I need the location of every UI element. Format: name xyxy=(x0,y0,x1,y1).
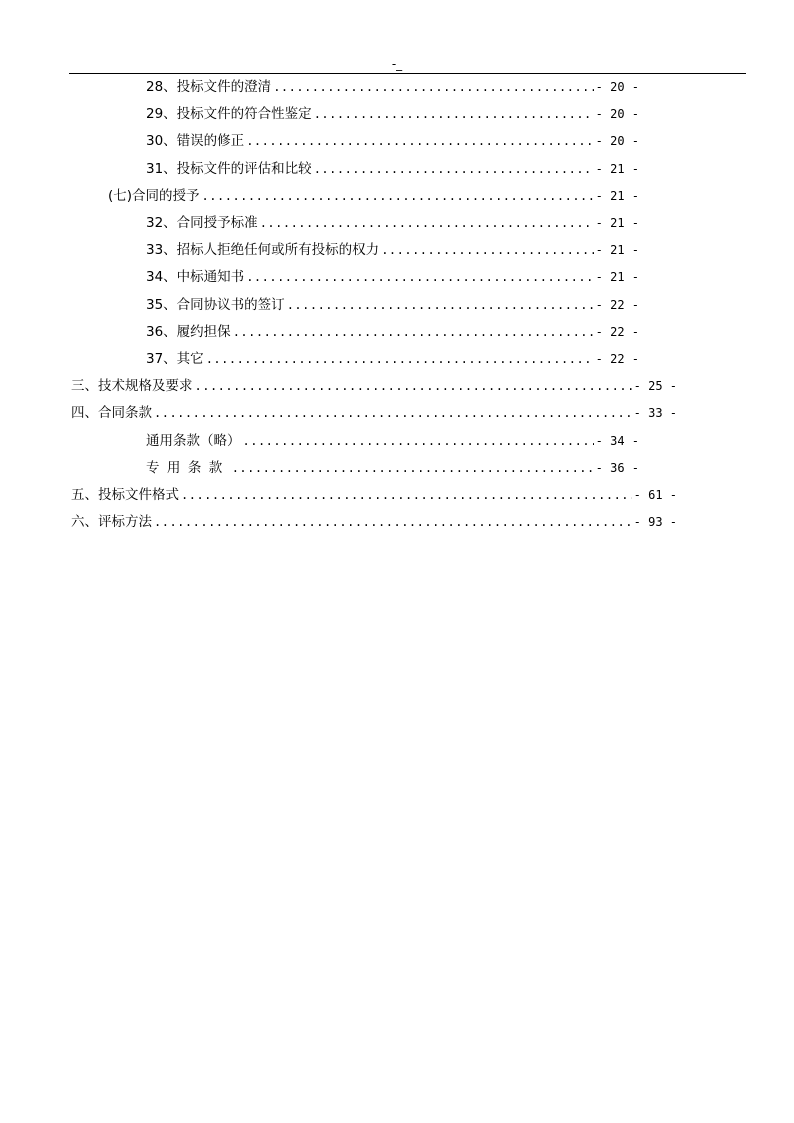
toc-entry-title: 32、合同授予标准 xyxy=(146,215,258,231)
toc-entry-title: 四、合同条款 xyxy=(71,405,152,422)
toc-entry[interactable] xyxy=(146,427,639,449)
toc-entry[interactable] xyxy=(71,372,677,394)
toc-page-number: - 21 - xyxy=(595,270,639,285)
toc-dot-leader xyxy=(287,297,594,313)
toc-entry[interactable] xyxy=(146,155,639,177)
page-header-mark: -_ xyxy=(391,57,403,71)
toc-page-number: - 34 - xyxy=(595,433,639,448)
toc-entry[interactable] xyxy=(108,182,639,204)
toc-dot-leader xyxy=(154,405,632,421)
toc-page-number: - 21 - xyxy=(595,161,639,176)
toc-dot-leader xyxy=(273,79,593,95)
toc-entry-title: 37、其它 xyxy=(146,351,204,367)
toc-entry[interactable] xyxy=(71,508,677,530)
toc-dot-leader xyxy=(314,106,594,122)
toc-page-number: - 93 - xyxy=(633,515,677,530)
toc-page-number: - 20 - xyxy=(595,80,639,94)
toc-dot-leader xyxy=(233,324,594,340)
toc-page-number: - 20 - xyxy=(595,134,639,149)
toc-entry-title: 专用条款 xyxy=(146,459,230,476)
toc-page-number: - 22 - xyxy=(595,297,639,312)
toc-dot-leader xyxy=(206,351,594,367)
toc-entry-title: 五、投标文件格式 xyxy=(71,487,179,503)
toc-entry-title: 三、技术规格及要求 xyxy=(71,378,193,395)
toc-entry[interactable] xyxy=(146,318,639,340)
toc-entry[interactable] xyxy=(146,127,639,149)
toc-entry[interactable] xyxy=(71,481,677,503)
toc-entry[interactable] xyxy=(146,291,639,313)
toc-entry[interactable] xyxy=(146,73,639,95)
toc-page-number: - 21 - xyxy=(595,243,639,258)
toc-dot-leader xyxy=(381,242,593,258)
toc-entry-title: (七)合同的授予 xyxy=(108,187,200,204)
toc-page-number: - 33 - xyxy=(633,406,677,421)
toc-dot-leader xyxy=(260,215,594,231)
toc-page-number: - 22 - xyxy=(595,352,639,366)
toc-dot-leader xyxy=(202,188,594,204)
toc-dot-leader xyxy=(246,133,593,149)
toc-page-number: - 20 - xyxy=(595,107,639,122)
toc-dot-leader xyxy=(195,378,632,394)
toc-entry[interactable] xyxy=(146,345,639,367)
toc-entry[interactable] xyxy=(146,236,639,258)
toc-dot-leader xyxy=(314,161,594,177)
toc-entry-title: 35、合同协议书的签订 xyxy=(146,296,285,313)
toc-entry[interactable] xyxy=(146,263,639,285)
toc-entry[interactable] xyxy=(146,100,639,122)
toc-entry-title: 34、中标通知书 xyxy=(146,269,245,286)
toc-entry[interactable] xyxy=(71,399,677,421)
toc-dot-leader xyxy=(243,433,594,449)
toc-page-number: - 22 - xyxy=(595,324,639,339)
toc-entry[interactable] xyxy=(146,209,639,231)
toc-entry-title: 30、错误的修正 xyxy=(146,133,245,150)
toc-entry-title: 通用条款（略） xyxy=(146,432,241,449)
toc-page-number: - 61 - xyxy=(633,488,677,502)
toc-page-number: - 25 - xyxy=(633,379,677,394)
toc-entry-title: 六、评标方法 xyxy=(71,514,152,531)
toc-page-number: - 36 - xyxy=(595,460,639,475)
toc-entry-title: 31、投标文件的评估和比较 xyxy=(146,160,312,177)
toc-dot-leader xyxy=(246,269,593,285)
toc-page-number: - 21 - xyxy=(595,216,639,230)
toc-entry-title: 29、投标文件的符合性鉴定 xyxy=(146,106,312,123)
toc-entry-title: 36、履约担保 xyxy=(146,323,231,340)
toc-dot-leader xyxy=(232,460,594,476)
toc-dot-leader xyxy=(181,487,632,503)
toc-entry-title: 33、招标人拒绝任何或所有投标的权力 xyxy=(146,242,380,259)
toc-dot-leader xyxy=(154,514,632,530)
toc-entry-title: 28、投标文件的澄清 xyxy=(146,79,272,95)
toc-entry[interactable] xyxy=(146,454,639,476)
toc-page-number: - 21 - xyxy=(595,188,639,203)
